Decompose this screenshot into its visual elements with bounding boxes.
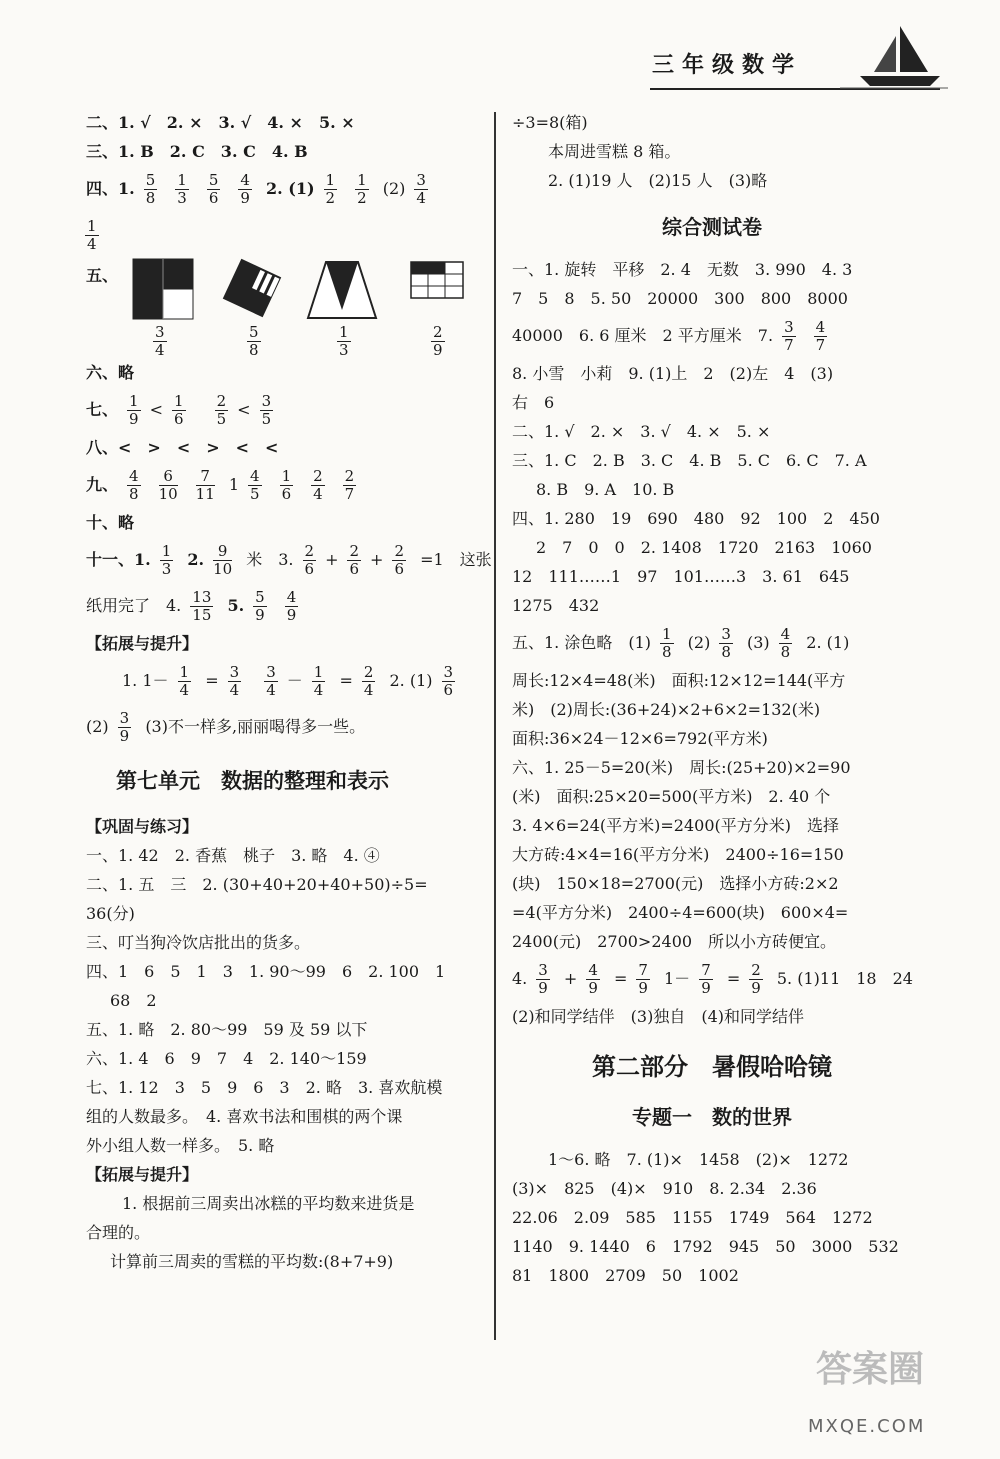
fraction [172,393,186,428]
numerator: 7 [638,961,648,979]
label: 2. (1) [389,671,433,690]
label: 5. (1)11 18 24 [776,969,913,988]
fraction [264,664,278,699]
denominator: 5 [261,410,272,428]
watermark-logo [808,1341,988,1441]
denominator: 4 [266,681,276,699]
label: － [286,671,303,690]
numerator: 3 [784,318,794,336]
denominator: 7 [815,336,826,354]
denominator: 3 [339,341,349,359]
denominator: 6 [304,560,315,578]
denominator: 11 [195,485,215,503]
numerator: 1 [87,217,97,235]
denominator: 9 [538,979,548,997]
label: 1 [228,475,240,494]
label: 5. [227,596,245,615]
denominator: 3 [177,189,187,207]
answer-line: 周长:12×4=48(米) 面积:12×12=144(平方 [512,671,846,690]
square-shaded-figure [132,258,194,320]
denominator: 5 [250,485,260,503]
sailboat-icon [830,22,950,92]
numerator: 4 [240,171,250,189]
fraction [312,664,326,699]
numerator: 5 [255,588,265,606]
denominator: 9 [588,979,598,997]
answer-line: 外小组人数一样多。 5. 略 [86,1136,275,1155]
fraction [238,172,252,207]
denominator: 6 [281,485,292,503]
denominator: 4 [155,341,165,359]
answer-line: 十、略 [86,513,135,532]
fraction [814,319,828,354]
fraction [660,626,674,661]
answer-line: 四、1 6 5 1 3 1. 90～99 6 2. 100 1 [86,962,446,981]
denominator: 6 [394,560,404,578]
grid-figure [410,258,464,302]
label: 2. [187,550,205,569]
denominator: 4 [229,681,240,699]
denominator: 6 [443,681,454,699]
numerator: 2 [344,467,355,485]
answer-line: 组的人数最多。 4. 喜欢书法和围棋的两个课 [86,1107,403,1126]
fraction [118,710,132,745]
numerator: 1 [173,392,184,410]
fraction [362,664,376,699]
answer-line: 六、1. 4 6 9 7 4 2. 140～159 [86,1049,367,1068]
section-heading: 【拓展与提升】 [86,634,199,653]
answer-line: 1. 根据前三周卖出冰糕的平均数来进货是 [122,1194,415,1213]
numerator: 2 [216,392,227,410]
denominator: 6 [349,560,360,578]
fraction-line [86,462,486,508]
fraction [324,172,338,207]
fraction [127,468,141,503]
denominator: 9 [638,979,648,997]
fraction [699,962,713,997]
answer-line: (米) 面积:25×20=500(平方米) 2. 40 个 [512,787,831,806]
answer-line: (块) 150×18=2700(元) 选择小方砖:2×2 [512,874,839,893]
answer-line: 一、1. 旋转 平移 2. 4 无数 3. 990 4. 3 [512,260,853,279]
fraction-line [86,658,486,704]
fraction-line [86,704,486,750]
denominator: 8 [129,485,139,503]
label: 2. (1) [266,179,315,198]
label: (3)不一样多,丽丽喝得多一些。 [145,717,366,736]
header-title: 三年级数学 [652,52,803,78]
answer-line: (2)和同学结伴 (3)独自 (4)和同学结伴 [512,1007,804,1026]
answer-line: 一、1. 42 2. 香蕉 桃子 3. 略 4. ④ [86,846,380,865]
fraction [253,589,267,624]
denominator: 9 [701,979,711,997]
fraction [144,172,158,207]
answer-line: =4(平方分米) 2400÷4=600(块) 600×4= [512,903,849,922]
fraction [228,664,242,699]
fraction [414,172,428,207]
label: 九、 [86,475,119,494]
numerator: 2 [349,542,360,560]
denominator: 4 [179,681,190,699]
numerator: 4 [129,467,139,485]
fraction [311,468,325,503]
fraction-line [86,387,486,433]
label: 五、 [86,266,119,285]
numerator: 5 [145,171,156,189]
fraction [355,172,369,207]
label: 1－ [664,969,691,988]
label: 四、1. [86,179,135,198]
fraction [337,324,351,359]
numerator: 2 [363,663,374,681]
answer-line: 22.06 2.09 585 1155 1749 564 1272 [512,1208,873,1227]
answer-line: 五、1. 略 2. 80～99 59 及 59 以下 [86,1020,368,1039]
fraction [347,543,361,578]
watermark-text: 答案圈 [816,1349,925,1390]
label: = [613,969,628,988]
label: =1 这张 [420,550,492,569]
section-heading: 【拓展与提升】 [86,1165,199,1184]
numerator: 3 [443,663,454,681]
answer-line: 2. (1)19 人 (2)15 人 (3)略 [548,171,768,190]
denominator: 4 [416,189,426,207]
label: 十一、1. [86,550,151,569]
answer-line: 七、1. 12 3 5 9 6 3 2. 略 3. 喜欢航模 [86,1078,443,1097]
fraction-line [512,620,912,666]
numerator: 1 [325,171,336,189]
fraction [779,626,793,661]
fraction [442,664,456,699]
answer-line: 三、1. C 2. B 3. C 4. B 5. C 6. C 7. A [512,451,867,470]
numerator: 7 [701,961,711,979]
fraction [153,324,167,359]
fraction [719,626,733,661]
numerator: 1 [339,323,349,341]
numerator: 1 [179,663,190,681]
fraction [260,393,274,428]
numerator: 4 [286,588,297,606]
numerator: 3 [538,961,548,979]
denominator: 2 [325,189,336,207]
numerator: 1 [357,171,367,189]
answer-line: 右 6 [512,393,555,412]
fraction [392,543,406,578]
denominator: 5 [216,410,227,428]
fraction-line [512,956,912,1002]
watermark-url: MXQE.COM [808,1416,926,1437]
label: 40000 6. 6 厘米 2 平方厘米 7. [512,326,774,345]
denominator: 9 [240,189,250,207]
numerator: 4 [250,467,260,485]
numerator: 2 [304,542,315,560]
numerator: 2 [313,467,323,485]
label: 米 3. [246,550,294,569]
denominator: 8 [249,341,259,359]
answer-line: 1～6. 略 7. (1)× 1458 (2)× 1272 [548,1150,849,1169]
numerator: 2 [433,323,443,341]
denominator: 7 [344,485,355,503]
numerator: 1 [177,171,187,189]
fraction [175,172,189,207]
fraction [215,393,229,428]
fraction [247,324,261,359]
answer-line: (3)× 825 (4)× 910 8. 2.34 2.36 [512,1179,817,1198]
numerator: 3 [119,709,130,727]
label: 4. [512,969,528,988]
numerator: 2 [751,961,761,979]
numerator: 13 [192,588,212,606]
fraction [285,589,299,624]
fraction-line [512,313,912,359]
fraction [213,543,232,578]
answer-line: 1275 432 [512,596,600,615]
numerator: 1 [161,542,172,560]
fraction [636,962,650,997]
label: (2) [687,633,711,652]
denominator: 6 [173,410,184,428]
right-column [512,108,912,1290]
answer-line: 六、略 [86,363,135,382]
answer-line: 米) (2)周长:(36+24)×2+6×2=132(米) [512,700,821,719]
operator: + [370,550,384,569]
answer-line: 面积:36×24－12×6=792(平方米) [512,729,768,748]
denominator: 7 [784,336,794,354]
numerator: 1 [662,625,672,643]
unit-title: 第七单元 数据的整理和表示 [116,768,389,793]
fraction [127,393,141,428]
answer-line: 3. 4×6=24(平方米)=2400(平方分米) 选择 [512,816,839,835]
answer-line: 三、1. B 2. C 3. C 4. B [86,142,308,161]
denominator: 3 [161,560,172,578]
fraction [196,468,215,503]
answer-line: 二、1. √ 2. × 3. √ 4. × 5. × [86,113,355,132]
answer-line: 本周进雪糕 8 箱。 [548,142,681,161]
denominator: 2 [357,189,367,207]
column-divider [494,112,496,1340]
label: 五、1. 涂色略 (1) [512,633,652,652]
label: 纸用完了 4. [86,596,182,615]
fraction [178,664,192,699]
fraction-line [86,212,486,258]
answer-line: 36(分) [86,904,135,923]
denominator: 9 [286,606,297,624]
label: = [339,671,353,690]
denominator: 10 [158,485,178,503]
numerator: 1 [129,392,139,410]
numerator: 9 [213,543,232,561]
fraction [782,319,796,354]
numerator: 3 [229,663,240,681]
tilted-square-figure [222,258,282,318]
part-title: 第二部分 暑假哈哈镜 [592,1052,832,1081]
answer-line: 1140 9. 1440 6 1792 945 50 3000 532 [512,1237,899,1256]
operator: + [325,550,339,569]
answer-line: 三、叮当狗冷饮店批出的货多。 [86,933,311,952]
fraction-line [86,166,486,212]
denominator: 9 [433,341,443,359]
numerator: 5 [249,323,259,341]
answer-line: 7 5 8 5. 50 20000 300 800 8000 [512,289,848,308]
answer-line: 六、1. 25－5=20(米) 周长:(25+20)×2=90 [512,758,851,777]
fraction [190,589,213,624]
denominator: 4 [87,235,97,253]
label: = [726,969,741,988]
fraction [586,962,600,997]
answer-line: 八、< > < > < < [86,438,279,457]
numerator: 4 [815,318,826,336]
denominator: 8 [145,189,156,207]
denominator: 8 [721,643,731,661]
numerator: 2 [394,542,404,560]
label: (3) [746,633,770,652]
denominator: 10 [213,560,233,578]
fraction [207,172,221,207]
denominator: 4 [363,681,374,699]
numerator: 4 [780,625,791,643]
answer-line: 12 111……1 97 101……3 3. 61 645 [512,567,850,586]
operator: < [237,400,251,419]
answer-line: 计算前三周卖的雪糕的平均数:(8+7+9) [110,1252,394,1271]
denominator: 4 [313,485,323,503]
answer-line: 8. B 9. A 10. B [536,480,675,499]
label: 2. (1) [806,633,850,652]
fraction [303,543,317,578]
fraction [85,218,99,253]
fraction [536,962,550,997]
section-title: 专题一 数的世界 [632,1105,792,1129]
numerator: 3 [155,323,165,341]
label: (2) [382,179,406,198]
answer-line: 81 1800 2709 50 1002 [512,1266,739,1285]
fraction [159,468,178,503]
label: + [563,969,578,988]
label: 七、 [86,400,119,419]
fraction [280,468,294,503]
numerator: 7 [196,468,215,486]
page-header [640,30,960,100]
answer-line: 68 2 [110,991,157,1010]
fraction [431,324,445,359]
section-title: 综合测试卷 [662,215,762,239]
answer-line: 2400(元) 2700>2400 所以小方砖便宜。 [512,932,837,951]
fraction [160,543,174,578]
denominator: 8 [662,643,672,661]
fraction [343,468,357,503]
left-column [86,108,492,1276]
label: 1. 1－ [122,671,169,690]
denominator: 9 [119,727,130,745]
numerator: 3 [416,171,426,189]
numerator: 4 [588,961,598,979]
denominator: 9 [751,979,761,997]
answer-line: ÷3=8(箱) [512,113,588,132]
answer-line: 合理的。 [86,1223,151,1242]
answer-line: 8. 小雪 小莉 9. (1)上 2 (2)左 4 (3) [512,364,834,383]
answer-line: 二、1. 五 三 2. (30+40+20+40+50)÷5= [86,875,428,894]
numerator: 3 [721,625,731,643]
answer-line: 二、1. √ 2. × 3. √ 4. × 5. × [512,422,771,441]
answer-line: 大方砖:4×4=16(平方分米) 2400÷16=150 [512,845,844,864]
operator: < [149,400,163,419]
numerator: 3 [266,663,276,681]
fraction [749,962,763,997]
denominator: 8 [780,643,791,661]
numerator: 1 [281,467,292,485]
denominator: 6 [208,189,219,207]
label: (2) [86,717,109,736]
triangle-figure [306,258,378,320]
denominator: 15 [192,606,212,624]
denominator: 4 [313,681,324,699]
fraction-line [86,583,486,629]
numerator: 5 [208,171,219,189]
denominator: 9 [255,606,265,624]
label: = [205,671,219,690]
numerator: 1 [313,663,324,681]
fraction [248,468,262,503]
numerator: 3 [261,392,272,410]
figure-row [86,258,486,358]
fraction-line [86,537,492,583]
numerator: 6 [159,468,178,486]
section-heading: 【巩固与练习】 [86,817,199,836]
answer-line: 四、1. 280 19 690 480 92 100 2 450 [512,509,880,528]
denominator: 9 [129,410,139,428]
answer-line: 2 7 0 0 2. 1408 1720 2163 1060 [536,538,872,557]
